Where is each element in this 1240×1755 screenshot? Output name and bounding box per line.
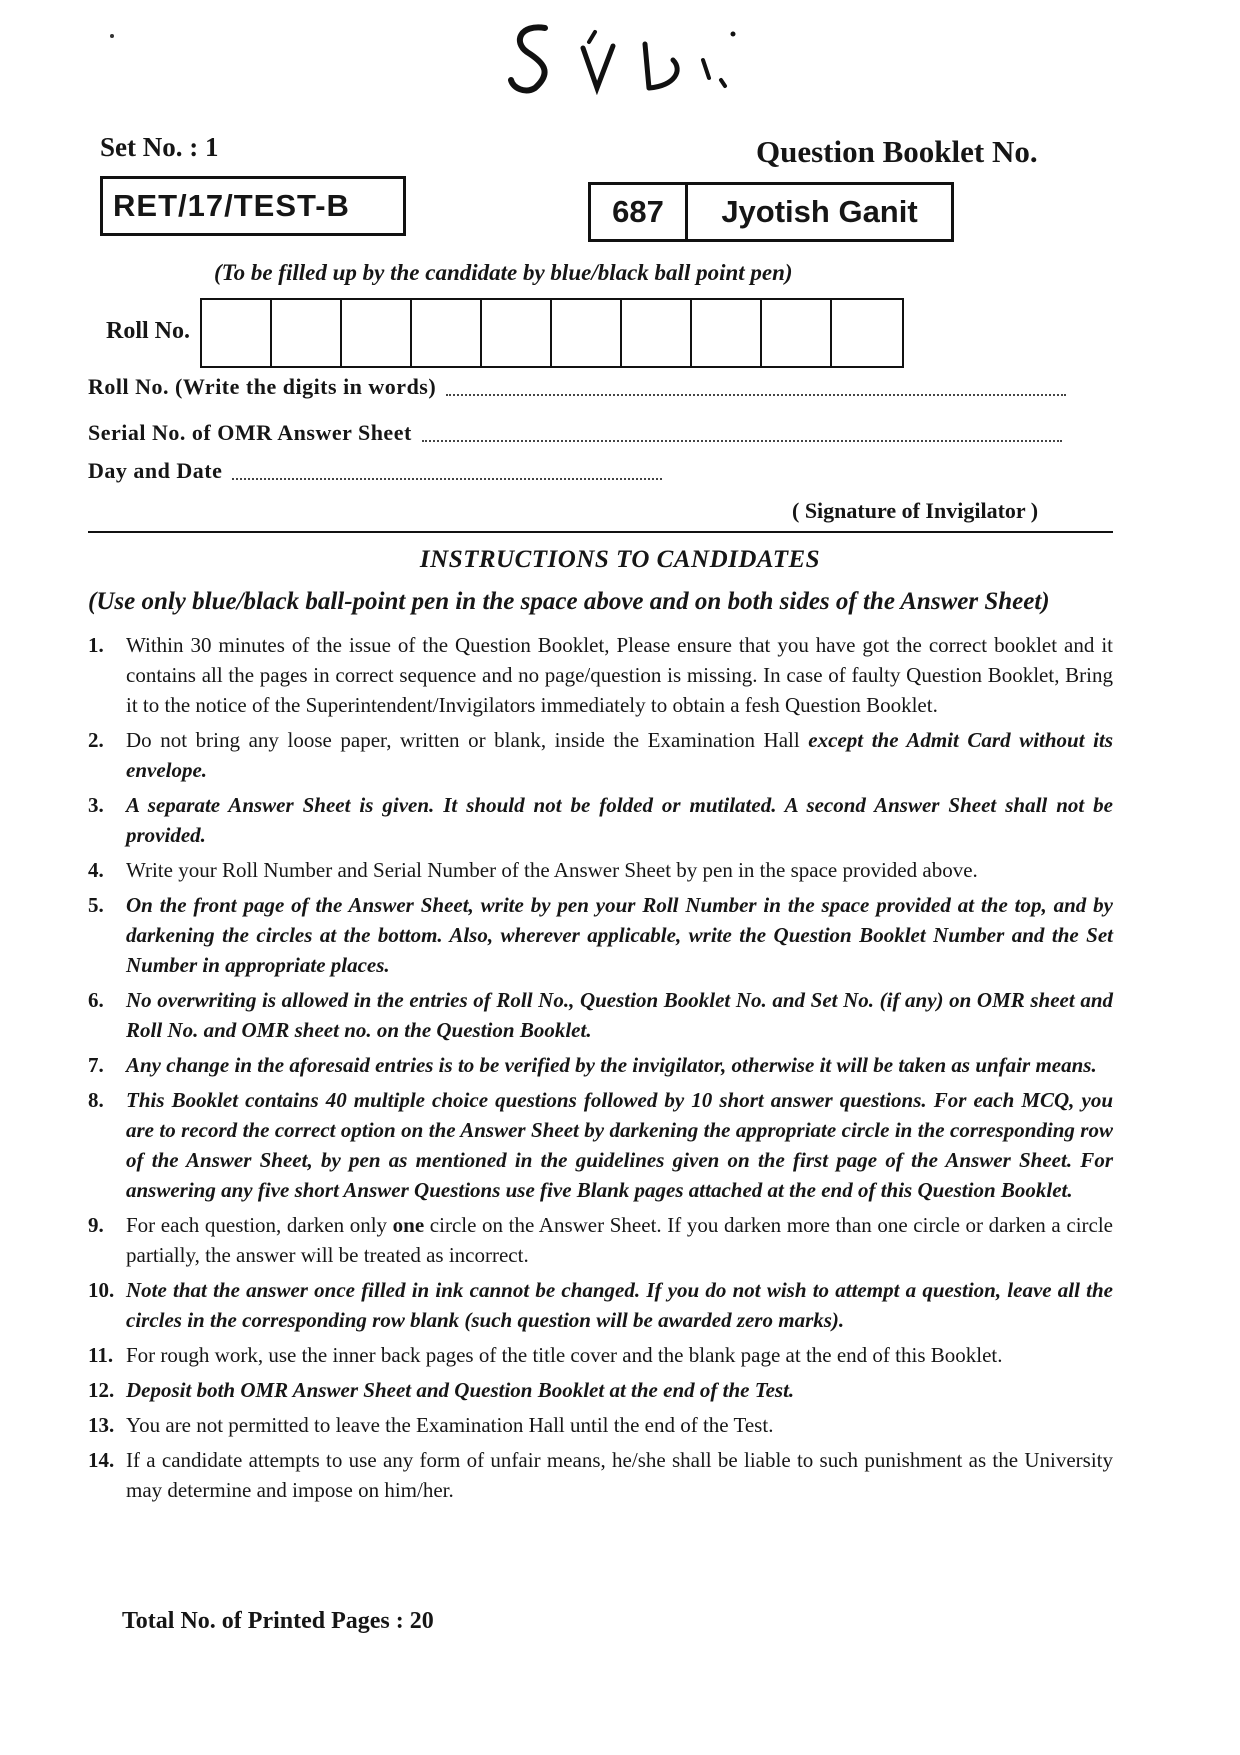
roll-in-words-field[interactable] (88, 374, 1066, 400)
roll-digit-box[interactable] (202, 300, 272, 366)
item-number: 3. (88, 793, 104, 817)
subject-name: Jyotish Ganit (721, 194, 918, 229)
roll-number-grid[interactable] (200, 298, 904, 368)
item-number: 1. (88, 633, 104, 657)
roll-digit-box[interactable] (622, 300, 692, 366)
instruction-item (88, 1445, 1113, 1505)
fill-instruction-note: (To be filled up by the candidate by blue/black ball point pen) (214, 260, 793, 285)
instruction-item (88, 630, 1113, 720)
instruction-item (88, 1410, 1113, 1440)
speck-mark (110, 34, 114, 38)
item-text: For rough work, use the inner back pages of the title cover and the blank page at the end of this Booklet. (126, 1343, 1003, 1367)
item-text: This Booklet contains 40 multiple choice questions followed by 10 short answer questions. For each MCQ, you are to record the correct option on the Answer Sheet by darkening the appropriate circle in the corresponding row of the Answer Sheet, by pen as mentioned in the guidelines given on the first page of the Answer Sheet. For answering any five short Answer Questions use five Blank pages attached at the end of this Question Booklet. (126, 1088, 1113, 1202)
instruction-item (88, 1085, 1113, 1205)
item-text (126, 1210, 1113, 1270)
item-number: 7. (88, 1053, 104, 1077)
instructions-list (88, 630, 1113, 1510)
instruction-item (88, 855, 1113, 885)
item-text-plain: For each question, darken only (126, 1213, 388, 1237)
roll-digit-box[interactable] (342, 300, 412, 366)
instruction-item (88, 1210, 1113, 1270)
roll-digit-box[interactable] (692, 300, 762, 366)
item-text: If a candidate attempts to use any form of unfair means, he/she shall be liable to such punishment as the University may determine and impose on him/her. (126, 1448, 1113, 1502)
item-text: On the front page of the Answer Sheet, write by pen your Roll Number in the space provided at the top, and by darkening the circles at the bottom. Also, wherever applicable, write the Question Booklet Number and the Set Number in appropriate places. (126, 893, 1113, 977)
item-number: 11. (88, 1343, 114, 1367)
item-number: 2. (88, 728, 104, 752)
item-number: 10. (88, 1278, 115, 1302)
instructions-heading: INSTRUCTIONS TO CANDIDATES (419, 546, 821, 573)
item-text: Within 30 minutes of the issue of the Question Booklet, Please ensure that you have got the correct booklet and it contains all the pages in correct sequence and no page/question is missing. In case of faulty Question Booklet, Bring it to the notice of the Superintendent/Invigilators immediately to obtain a fesh Question Booklet. (126, 633, 1113, 717)
booklet-number: 687 (591, 185, 688, 239)
test-code-box: RET/17/TEST-B (100, 176, 406, 236)
item-text: Any change in the aforesaid entries is to be verified by the invigilator, otherwise it will be taken as unfair means. (126, 1053, 1097, 1077)
item-text-plain: circle on the Answer Sheet. If you darken more than one circle or darken a circle partially, the answer will be treated as incorrect. (126, 1213, 1113, 1267)
instruction-item (88, 725, 1113, 785)
question-booklet-label: Question Booklet No. (756, 134, 1038, 169)
item-text: You are not permitted to leave the Examination Hall until the end of the Test. (126, 1413, 774, 1437)
roll-digit-box[interactable] (482, 300, 552, 366)
item-text: Deposit both OMR Answer Sheet and Question Booklet at the end of the Test. (126, 1378, 795, 1402)
item-text: A separate Answer Sheet is given. It should not be folded or mutilated. A second Answer Sheet shall not be provided. (126, 793, 1113, 847)
item-number: 13. (88, 1413, 115, 1437)
roll-digit-box[interactable] (832, 300, 902, 366)
handwritten-mark (505, 20, 765, 95)
roll-in-words-label: Roll No. (Write the digits in words) (88, 374, 437, 399)
item-number: 4. (88, 858, 104, 882)
omr-serial-field[interactable] (88, 420, 1062, 446)
item-number: 5. (88, 893, 104, 917)
item-number: 12. (88, 1378, 115, 1402)
item-text-plain: Do not bring any loose paper, written or blank, inside the Examination Hall (126, 728, 800, 752)
day-date-label: Day and Date (88, 458, 223, 483)
instruction-item (88, 1050, 1113, 1080)
section-divider (88, 531, 1113, 533)
item-text: Write your Roll Number and Serial Number of the Answer Sheet by pen in the space provided above. (126, 858, 978, 882)
item-number: 9. (88, 1213, 104, 1237)
roll-digit-box[interactable] (762, 300, 832, 366)
day-date-line[interactable] (232, 478, 662, 480)
roll-digit-box[interactable] (552, 300, 622, 366)
omr-serial-label: Serial No. of OMR Answer Sheet (88, 420, 412, 445)
roll-in-words-line[interactable] (446, 394, 1066, 396)
item-number: 14. (88, 1448, 115, 1472)
roll-digit-box[interactable] (272, 300, 342, 366)
item-number: 6. (88, 988, 104, 1012)
item-text: No overwriting is allowed in the entries of Roll No., Question Booklet No. and Set No. (if any) on OMR sheet and Roll No. and OMR sheet no. on the Question Booklet. (126, 988, 1113, 1042)
item-text-bold: one (387, 1213, 425, 1237)
roll-no-label: Roll No. (106, 318, 190, 344)
item-text-emphasis: except the Admit Card without its envelope. (126, 728, 1113, 782)
item-number: 8. (88, 1088, 104, 1112)
total-printed-pages: Total No. of Printed Pages : 20 (122, 1608, 434, 1634)
omr-serial-line[interactable] (422, 440, 1062, 442)
instruction-item (88, 790, 1113, 850)
instructions-subheading: (Use only blue/black ball-point pen in the space above and on both sides of the Answer Sheet) (88, 588, 1050, 615)
day-date-field[interactable] (88, 458, 662, 484)
roll-digit-box[interactable] (412, 300, 482, 366)
set-number: Set No. : 1 (100, 132, 219, 162)
instruction-item (88, 890, 1113, 980)
booklet-number-box (588, 182, 954, 242)
instruction-item (88, 1275, 1113, 1335)
invigilator-signature-label: ( Signature of Invigilator ) (792, 498, 1039, 523)
instruction-item (88, 1340, 1113, 1370)
instruction-item (88, 985, 1113, 1045)
item-text (126, 725, 1113, 785)
item-text: Note that the answer once filled in ink cannot be changed. If you do not wish to attempt a question, leave all the circles in the corresponding row blank (such question will be awarded zero marks). (126, 1278, 1113, 1332)
instruction-item (88, 1375, 1113, 1405)
